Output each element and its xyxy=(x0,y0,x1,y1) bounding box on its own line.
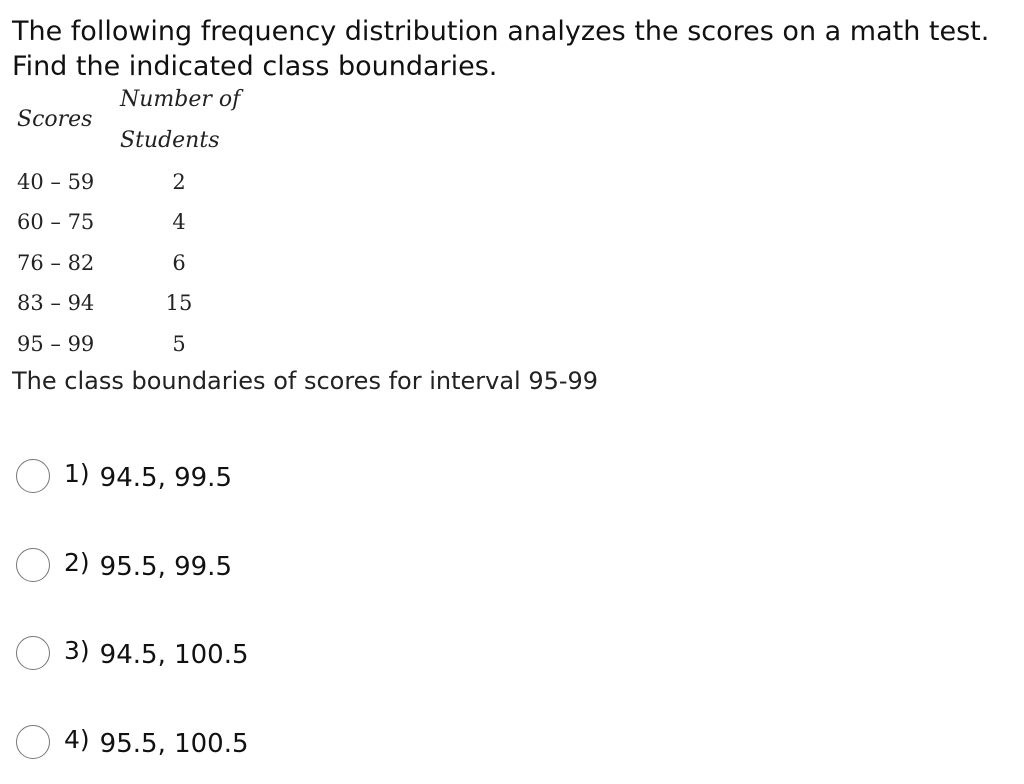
radio-button[interactable] xyxy=(16,725,50,759)
table-row xyxy=(0,332,260,362)
table-row xyxy=(0,170,260,200)
score-interval: 40 – 59 xyxy=(17,170,95,194)
radio-button[interactable] xyxy=(16,548,50,582)
subquestion-text: The class boundaries of scores for interval 95-99 xyxy=(12,367,599,395)
option-4[interactable] xyxy=(16,722,336,762)
option-number: 3) xyxy=(64,635,90,665)
option-2[interactable] xyxy=(16,545,336,585)
header-scores: Scores xyxy=(17,107,93,132)
table-row xyxy=(0,291,260,321)
option-3[interactable] xyxy=(16,633,336,673)
score-interval: 95 – 99 xyxy=(17,332,95,356)
header-students: Students xyxy=(120,128,220,153)
header-number-of: Number of xyxy=(120,87,241,112)
option-number: 2) xyxy=(64,547,90,577)
student-count: 15 xyxy=(165,291,193,315)
option-label: 94.5, 99.5 xyxy=(99,463,232,493)
student-count: 4 xyxy=(172,210,186,234)
option-label: 95.5, 100.5 xyxy=(99,729,249,759)
question-text: The following frequency distribution analyzes the scores on a math test. Find the indicated class boundaries. xyxy=(12,16,990,82)
frequency-table xyxy=(0,84,260,364)
option-number: 4) xyxy=(64,724,90,754)
table-row xyxy=(0,210,260,240)
option-number: 1) xyxy=(64,458,90,488)
option-label: 95.5, 99.5 xyxy=(99,552,232,582)
score-interval: 60 – 75 xyxy=(17,210,95,234)
option-1[interactable] xyxy=(16,456,336,496)
score-interval: 76 – 82 xyxy=(17,251,95,275)
radio-button[interactable] xyxy=(16,459,50,493)
student-count: 6 xyxy=(172,251,186,275)
score-interval: 83 – 94 xyxy=(17,291,95,315)
student-count: 5 xyxy=(172,332,186,356)
student-count: 2 xyxy=(172,170,186,194)
option-label: 94.5, 100.5 xyxy=(99,640,249,670)
table-row xyxy=(0,251,260,281)
radio-button[interactable] xyxy=(16,636,50,670)
